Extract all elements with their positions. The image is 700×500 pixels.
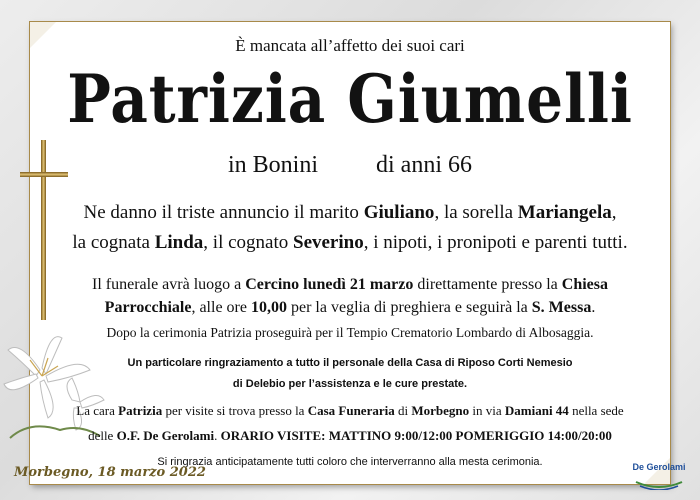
visit-line-1: La cara Patrizia per visite si trova presso la Casa Funeraria di Morbegno in via Damiani 44 nella sede [76, 403, 624, 418]
thanks-line-2: di Delebio per l’assistenza e le cure prestate. [232, 378, 468, 390]
subtitle-line [0, 152, 700, 179]
deceased-name: Patrizia Giumelli [67, 60, 633, 138]
family-line-2: la cognata Linda, il cognato Severino, i nipoti, i pronipoti e parenti tutti. [72, 232, 628, 253]
visit-line-2: delle O.F. De Gerolami. ORARIO VISITE: MATTINO 9:00/12:00 POMERIGGIO 14:00/20:00 [88, 428, 612, 443]
cremation-line: Dopo la cerimonia Patrizia proseguirà per il Tempio Crematorio Lombardo di Albosaggia. [106, 325, 594, 340]
thanks-line-1: Un particolare ringraziamento a tutto il personale della Casa di Riposo Corti Nemesio [127, 357, 573, 369]
married-name: in Bonini [227, 152, 318, 178]
closing-line: Si ringrazia anticipatamente tutti coloro che interverranno alla mesta cerimonia. [157, 456, 543, 468]
place-date: Morbegno, 18 marzo 2022 [14, 465, 206, 480]
funeral-line-2: Parrocchiale, alle ore 10,00 per la veglia di preghiera e seguirà la S. Messa. [104, 299, 596, 316]
funeral-line-1: Il funerale avrà luogo a Cercino lunedì 21 marzo direttamente presso la Chiesa [91, 276, 609, 293]
family-line-1: Ne danno il triste annuncio il marito Giuliano, la sorella Mariangela, [83, 202, 617, 223]
logo-text: De Gerolami [632, 462, 686, 472]
age: di anni 66 [376, 152, 472, 178]
intro-text: È mancata all’affetto dei suoi cari [235, 36, 465, 55]
